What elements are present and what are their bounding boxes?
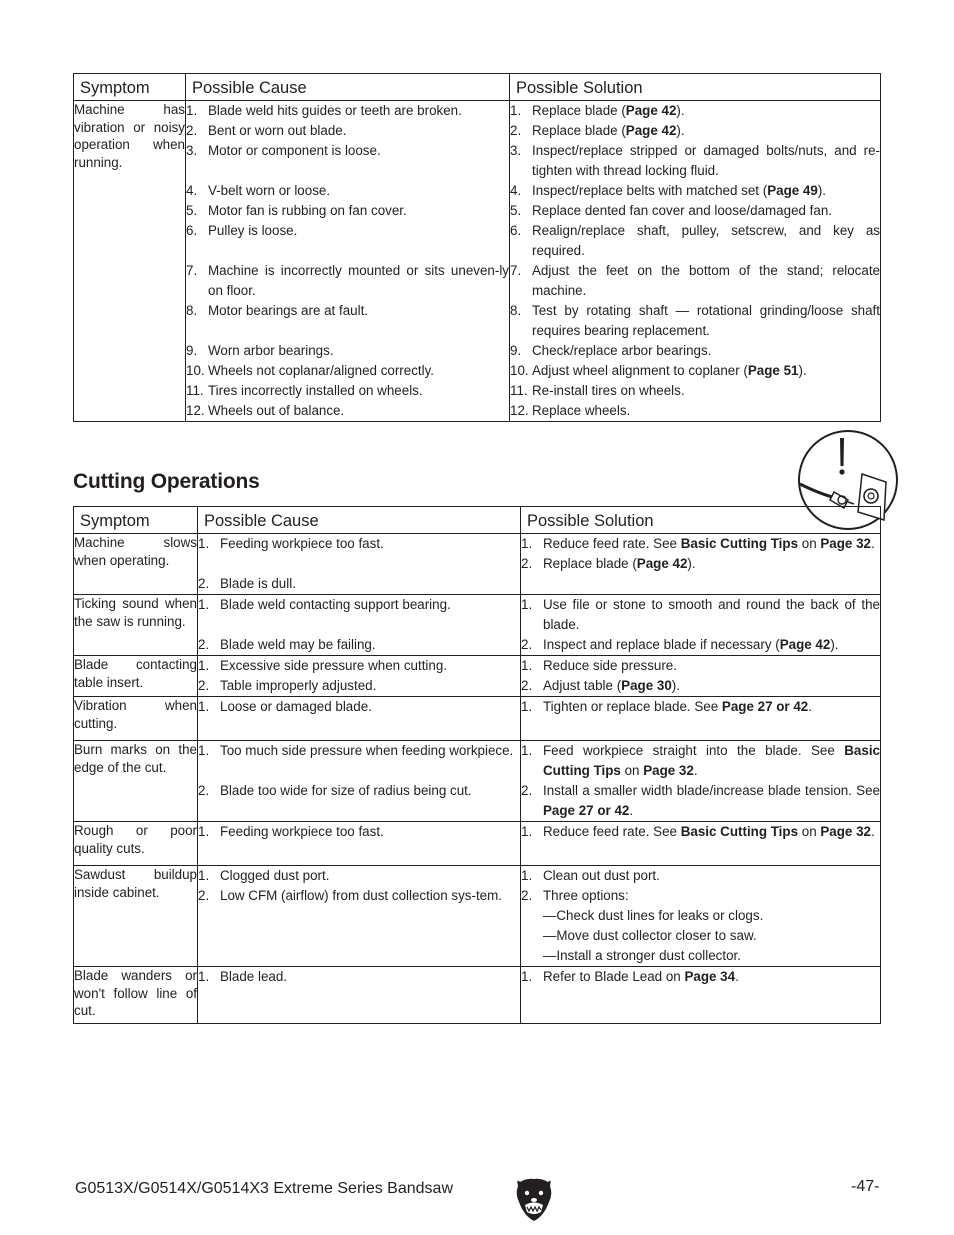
cause-item [198, 866, 520, 886]
cause-item [186, 141, 509, 181]
symptom-cell: Machine has vibration or noisy operation when running. [74, 101, 186, 422]
item-text [208, 361, 509, 381]
cause-item [186, 101, 509, 121]
cause-item [198, 534, 520, 574]
item-number [521, 906, 543, 926]
item-text [543, 946, 880, 966]
symptom-cell: Rough or poor quality cuts. [74, 822, 198, 866]
item-number: 1. [186, 103, 198, 118]
item-number: 11. [186, 383, 204, 398]
item-number: 2. [198, 576, 210, 591]
text-run: Replace wheels. [532, 403, 631, 418]
text-run: on [620, 763, 644, 778]
header-solution: Possible Solution [510, 74, 881, 101]
solution-list [521, 534, 881, 595]
item-number: 7. [186, 263, 198, 278]
item-text [208, 101, 509, 121]
cause-item [198, 697, 520, 717]
text-run: Blade is dull. [220, 576, 296, 591]
cause-item [186, 401, 509, 421]
item-number: 10. [186, 363, 205, 378]
text-run: Table improperly adjusted. [220, 678, 377, 693]
page-reference: Page 42 [625, 123, 677, 138]
solution-list [521, 822, 881, 866]
item-number: 12. [510, 403, 529, 418]
solution-item [510, 261, 880, 301]
item-number [521, 926, 543, 946]
cause-list [198, 534, 521, 595]
text-run: ). [817, 183, 827, 198]
page-reference: Page 27 or 42 [721, 699, 809, 714]
item-number: 1. [198, 868, 210, 883]
text-run: Feeding workpiece too fast. [220, 536, 384, 551]
solution-item [510, 101, 880, 121]
item-text [532, 101, 880, 121]
text-run: . [629, 803, 634, 818]
solution-item [521, 676, 880, 696]
symptom-row [74, 534, 881, 595]
text-run: ). [687, 556, 696, 571]
cause-list [186, 101, 510, 422]
solution-item [521, 656, 880, 676]
solution-list [521, 741, 881, 822]
item-number: 2. [521, 556, 533, 571]
item-text [220, 967, 520, 987]
item-number: 7. [510, 263, 522, 278]
text-run: Blade lead. [220, 969, 288, 984]
solution-item [510, 301, 880, 341]
item-text [220, 574, 520, 594]
symptom-cell: Ticking sound when the saw is running. [74, 595, 198, 656]
cause-list [198, 656, 521, 697]
item-number: 2. [198, 678, 210, 693]
item-number: 1. [521, 536, 533, 551]
text-run: Test by rotating shaft — rotational grinding/loose shaft requires bearing replacement. [532, 303, 880, 338]
solution-item [510, 361, 880, 381]
solution-list [521, 697, 881, 741]
section-title: Cutting Operations [73, 470, 260, 493]
text-run: Blade weld may be failing. [220, 637, 376, 652]
text-run: Three options: [543, 888, 629, 903]
text-run: Realign/replace shaft, pulley, setscrew, and key as required. [532, 223, 880, 258]
item-text [208, 121, 509, 141]
cause-item [198, 967, 520, 987]
symptom-cell: Blade wanders or won't follow line of cut. [74, 967, 198, 1024]
text-run: Replace blade ( [543, 556, 637, 571]
cause-item [186, 301, 509, 341]
text-run: Too much side pressure when feeding workpiece. [220, 743, 514, 758]
cause-list [198, 866, 521, 967]
solution-item [521, 822, 880, 842]
item-number: 2. [198, 783, 210, 798]
text-run: Tires incorrectly installed on wheels. [208, 383, 423, 398]
symptom-cell: Sawdust buildup inside cabinet. [74, 866, 198, 967]
item-number: 2. [521, 888, 533, 903]
cause-list [198, 595, 521, 656]
cause-item [186, 361, 509, 381]
item-number: 8. [186, 303, 198, 318]
text-run: on [798, 824, 821, 839]
item-number: 2. [186, 123, 198, 138]
symptom-row [74, 697, 881, 741]
symptom-cell: Vibration when cutting. [74, 697, 198, 741]
item-number: 1. [521, 969, 533, 984]
text-run: ). [676, 123, 685, 138]
text-run: Wheels not coplanar/aligned correctly. [208, 363, 435, 378]
item-text [208, 141, 509, 181]
solution-item [521, 781, 880, 821]
text-run: . [735, 969, 739, 984]
item-number: 11. [510, 383, 528, 398]
page-reference: Page 32 [820, 536, 871, 551]
cause-item [198, 595, 520, 635]
page-reference: Page 51 [747, 363, 799, 378]
page-reference: Basic Cutting Tips [680, 824, 799, 839]
item-number: 9. [510, 343, 522, 358]
item-text [543, 866, 880, 886]
item-number [521, 946, 543, 966]
text-run: Adjust table ( [543, 678, 622, 693]
symptom-cell: Blade contacting table insert. [74, 656, 198, 697]
solution-item [521, 534, 880, 554]
text-run: Inspect/replace belts with matched set ( [532, 183, 768, 198]
footer-model: G0513X/G0514X/G0514X3 Extreme Series Bandsaw [75, 1180, 453, 1197]
item-text [220, 635, 520, 655]
item-number: 1. [521, 743, 533, 758]
item-text [220, 676, 520, 696]
cause-item [198, 886, 520, 926]
text-run: Excessive side pressure when cutting. [220, 658, 448, 673]
symptom-row [74, 967, 881, 1024]
text-run: Replace dented fan cover and loose/damaged fan. [532, 203, 833, 218]
solution-item [510, 141, 880, 181]
item-text [532, 361, 880, 381]
item-text [220, 595, 520, 635]
item-number: 2. [521, 637, 533, 652]
solution-list [510, 101, 881, 422]
item-text [532, 141, 880, 181]
text-run: Refer to Blade Lead on [543, 969, 685, 984]
item-text [543, 554, 880, 574]
solution-list [521, 967, 881, 1024]
page-reference: Page 42 [636, 556, 688, 571]
cause-item [186, 381, 509, 401]
header-symptom: Symptom [74, 507, 198, 534]
text-run: Reduce feed rate. See [543, 824, 681, 839]
item-text [543, 697, 880, 717]
header-symptom: Symptom [74, 74, 186, 101]
text-run: Motor fan is rubbing on fan cover. [208, 203, 407, 218]
solution-item [521, 967, 880, 987]
item-number: 3. [186, 143, 198, 158]
item-text [543, 822, 880, 842]
item-text [208, 301, 509, 341]
cause-list [198, 697, 521, 741]
text-run: Replace blade ( [532, 103, 626, 118]
solution-item [510, 341, 880, 361]
item-text [543, 926, 880, 946]
item-text [532, 261, 880, 301]
text-run: —Check dust lines for leaks or clogs. [543, 908, 764, 923]
page-reference: Page 42 [779, 637, 831, 652]
item-text [532, 201, 880, 221]
item-text [532, 301, 880, 341]
page-reference: Basic Cutting Tips [543, 743, 880, 778]
text-run: —Move dust collector closer to saw. [543, 928, 757, 943]
solution-item [521, 741, 880, 781]
solution-item [510, 401, 880, 421]
item-number: 4. [186, 183, 198, 198]
text-run: Adjust wheel alignment to coplaner ( [532, 363, 748, 378]
item-number: 2. [521, 678, 533, 693]
text-run: —Install a stronger dust collector. [543, 948, 741, 963]
item-number: 1. [198, 597, 210, 612]
text-run: Install a smaller width blade/increase blade tension. See [543, 783, 880, 798]
item-text [220, 781, 520, 801]
page-reference: Page 32 [643, 763, 694, 778]
item-number: 1. [198, 699, 210, 714]
header-cause: Possible Cause [186, 74, 510, 101]
text-run: Tighten or replace blade. See [543, 699, 722, 714]
symptom-cell: Machine slows when operating. [74, 534, 198, 595]
item-number: 2. [521, 783, 533, 798]
text-run: Reduce feed rate. See [543, 536, 681, 551]
item-text [543, 676, 880, 696]
text-run: Motor bearings are at fault. [208, 303, 369, 318]
solution-item [521, 946, 880, 966]
item-number: 1. [510, 103, 522, 118]
item-number: 1. [198, 824, 210, 839]
item-number: 1. [198, 658, 210, 673]
text-run: Check/replace arbor bearings. [532, 343, 712, 358]
symptom-row [74, 595, 881, 656]
page-reference: Basic Cutting Tips [680, 536, 799, 551]
page-reference: Page 34 [684, 969, 736, 984]
cause-item [186, 341, 509, 361]
text-run: Loose or damaged blade. [220, 699, 372, 714]
item-text [208, 341, 509, 361]
item-text [532, 221, 880, 261]
text-run: . [871, 536, 875, 551]
text-run: . [808, 699, 812, 714]
page-reference: Page 32 [820, 824, 871, 839]
text-run: Adjust the feet on the bottom of the stand; relocate machine. [532, 263, 880, 298]
item-text [543, 886, 880, 906]
cause-item [198, 822, 520, 842]
item-number: 1. [521, 868, 533, 883]
item-text [220, 697, 520, 717]
text-run: Feeding workpiece too fast. [220, 824, 384, 839]
item-text [543, 781, 880, 821]
item-text [208, 261, 509, 301]
item-number: 2. [198, 637, 210, 652]
cause-item [198, 676, 520, 696]
solution-item [521, 595, 880, 635]
item-number: 1. [521, 597, 533, 612]
solution-item [510, 221, 880, 261]
item-text [532, 181, 880, 201]
solution-item [521, 697, 880, 717]
text-run: on [798, 536, 821, 551]
item-number: 1. [198, 743, 210, 758]
cause-item [186, 201, 509, 221]
item-number: 1. [521, 824, 533, 839]
item-text [532, 121, 880, 141]
text-run: ). [671, 678, 680, 693]
solution-item [521, 635, 880, 655]
cause-item [186, 261, 509, 301]
item-number: 5. [510, 203, 522, 218]
item-text [543, 967, 880, 987]
cause-list [198, 741, 521, 822]
symptom-row [74, 656, 881, 697]
page-reference: Page 42 [625, 103, 677, 118]
item-number: 4. [510, 183, 522, 198]
solution-list [521, 866, 881, 967]
item-text [220, 741, 520, 781]
text-run: Inspect/replace stripped or damaged bolts/nuts, and re-tighten with thread locking fluid. [532, 143, 880, 178]
item-text [543, 534, 880, 554]
item-text [220, 822, 520, 842]
vibration-troubleshooting-table [73, 73, 881, 422]
text-run: ). [830, 637, 839, 652]
page-reference: Page 30 [621, 678, 672, 693]
cause-item [198, 741, 520, 781]
item-number: 1. [198, 536, 210, 551]
item-text [208, 381, 509, 401]
item-text [543, 635, 880, 655]
text-run: Blade weld hits guides or teeth are broken. [208, 103, 462, 118]
header-solution: Possible Solution [521, 507, 881, 534]
cutting-operations-table [73, 506, 881, 1024]
item-text [543, 906, 880, 926]
text-run: . [693, 763, 698, 778]
symptom-row [74, 866, 881, 967]
solution-list [521, 656, 881, 697]
item-text [543, 595, 880, 635]
item-number: 6. [510, 223, 522, 238]
text-run: Machine is incorrectly mounted or sits uneven-ly on floor. [208, 263, 509, 298]
item-number: 2. [510, 123, 522, 138]
text-run: Clogged dust port. [220, 868, 330, 883]
solution-item [521, 866, 880, 886]
item-number: 2. [198, 888, 210, 903]
cause-item [186, 121, 509, 141]
cause-item [186, 221, 509, 261]
item-text [220, 866, 520, 886]
solution-item [510, 201, 880, 221]
item-number: 1. [521, 699, 533, 714]
item-text [208, 181, 509, 201]
text-run: Use file or stone to smooth and round the back of the blade. [543, 597, 880, 632]
text-run: ). [798, 363, 807, 378]
cause-list [198, 967, 521, 1024]
item-number: 10. [510, 363, 529, 378]
item-number: 1. [521, 658, 533, 673]
item-text [220, 534, 520, 574]
item-number: 12. [186, 403, 205, 418]
item-text [208, 401, 509, 421]
cause-item [186, 181, 509, 201]
cause-item [198, 781, 520, 801]
item-number: 5. [186, 203, 198, 218]
cause-list [198, 822, 521, 866]
text-run: Inspect and replace blade if necessary ( [543, 637, 780, 652]
cause-item [198, 574, 520, 594]
solution-item [521, 554, 880, 574]
text-run: Motor or component is loose. [208, 143, 381, 158]
text-run: V-belt worn or loose. [208, 183, 331, 198]
text-run: Bent or worn out blade. [208, 123, 347, 138]
bear-logo-icon [514, 1176, 554, 1222]
item-number: 9. [186, 343, 198, 358]
solution-item [510, 381, 880, 401]
item-number: 1. [198, 969, 210, 984]
text-run: . [871, 824, 875, 839]
text-run: Reduce side pressure. [543, 658, 677, 673]
solution-item [510, 121, 880, 141]
symptom-row [74, 741, 881, 822]
solution-list [521, 595, 881, 656]
cause-item [198, 656, 520, 676]
solution-item [510, 181, 880, 201]
item-number: 3. [510, 143, 522, 158]
page-reference: Page 49 [767, 183, 818, 198]
item-text [208, 221, 509, 261]
item-text [543, 741, 880, 781]
solution-item [521, 926, 880, 946]
item-text [208, 201, 509, 221]
page-number: -47- [851, 1178, 880, 1195]
symptom-row [74, 822, 881, 866]
item-number: 8. [510, 303, 522, 318]
text-run: Pulley is loose. [208, 223, 298, 238]
text-run: Worn arbor bearings. [208, 343, 334, 358]
text-run: Replace blade ( [532, 123, 626, 138]
item-text [532, 381, 880, 401]
page-reference: Page 27 or 42 [543, 803, 630, 818]
text-run: Blade weld contacting support bearing. [220, 597, 451, 612]
symptom-cell: Burn marks on the edge of the cut. [74, 741, 198, 822]
text-run: Re-install tires on wheels. [532, 383, 685, 398]
text-run: ). [676, 103, 685, 118]
item-text [220, 886, 520, 926]
text-run: Blade too wide for size of radius being cut. [220, 783, 472, 798]
header-cause: Possible Cause [198, 507, 521, 534]
text-run: Low CFM (airflow) from dust collection sys-tem. [220, 888, 503, 903]
solution-item [521, 906, 880, 926]
text-run: Wheels out of balance. [208, 403, 345, 418]
cause-item [198, 635, 520, 655]
item-number: 6. [186, 223, 198, 238]
item-text [532, 401, 880, 421]
item-text [532, 341, 880, 361]
item-text [220, 656, 520, 676]
text-run: Clean out dust port. [543, 868, 660, 883]
solution-item [521, 886, 880, 906]
text-run: Feed workpiece straight into the blade. See [543, 743, 845, 758]
item-text [543, 656, 880, 676]
